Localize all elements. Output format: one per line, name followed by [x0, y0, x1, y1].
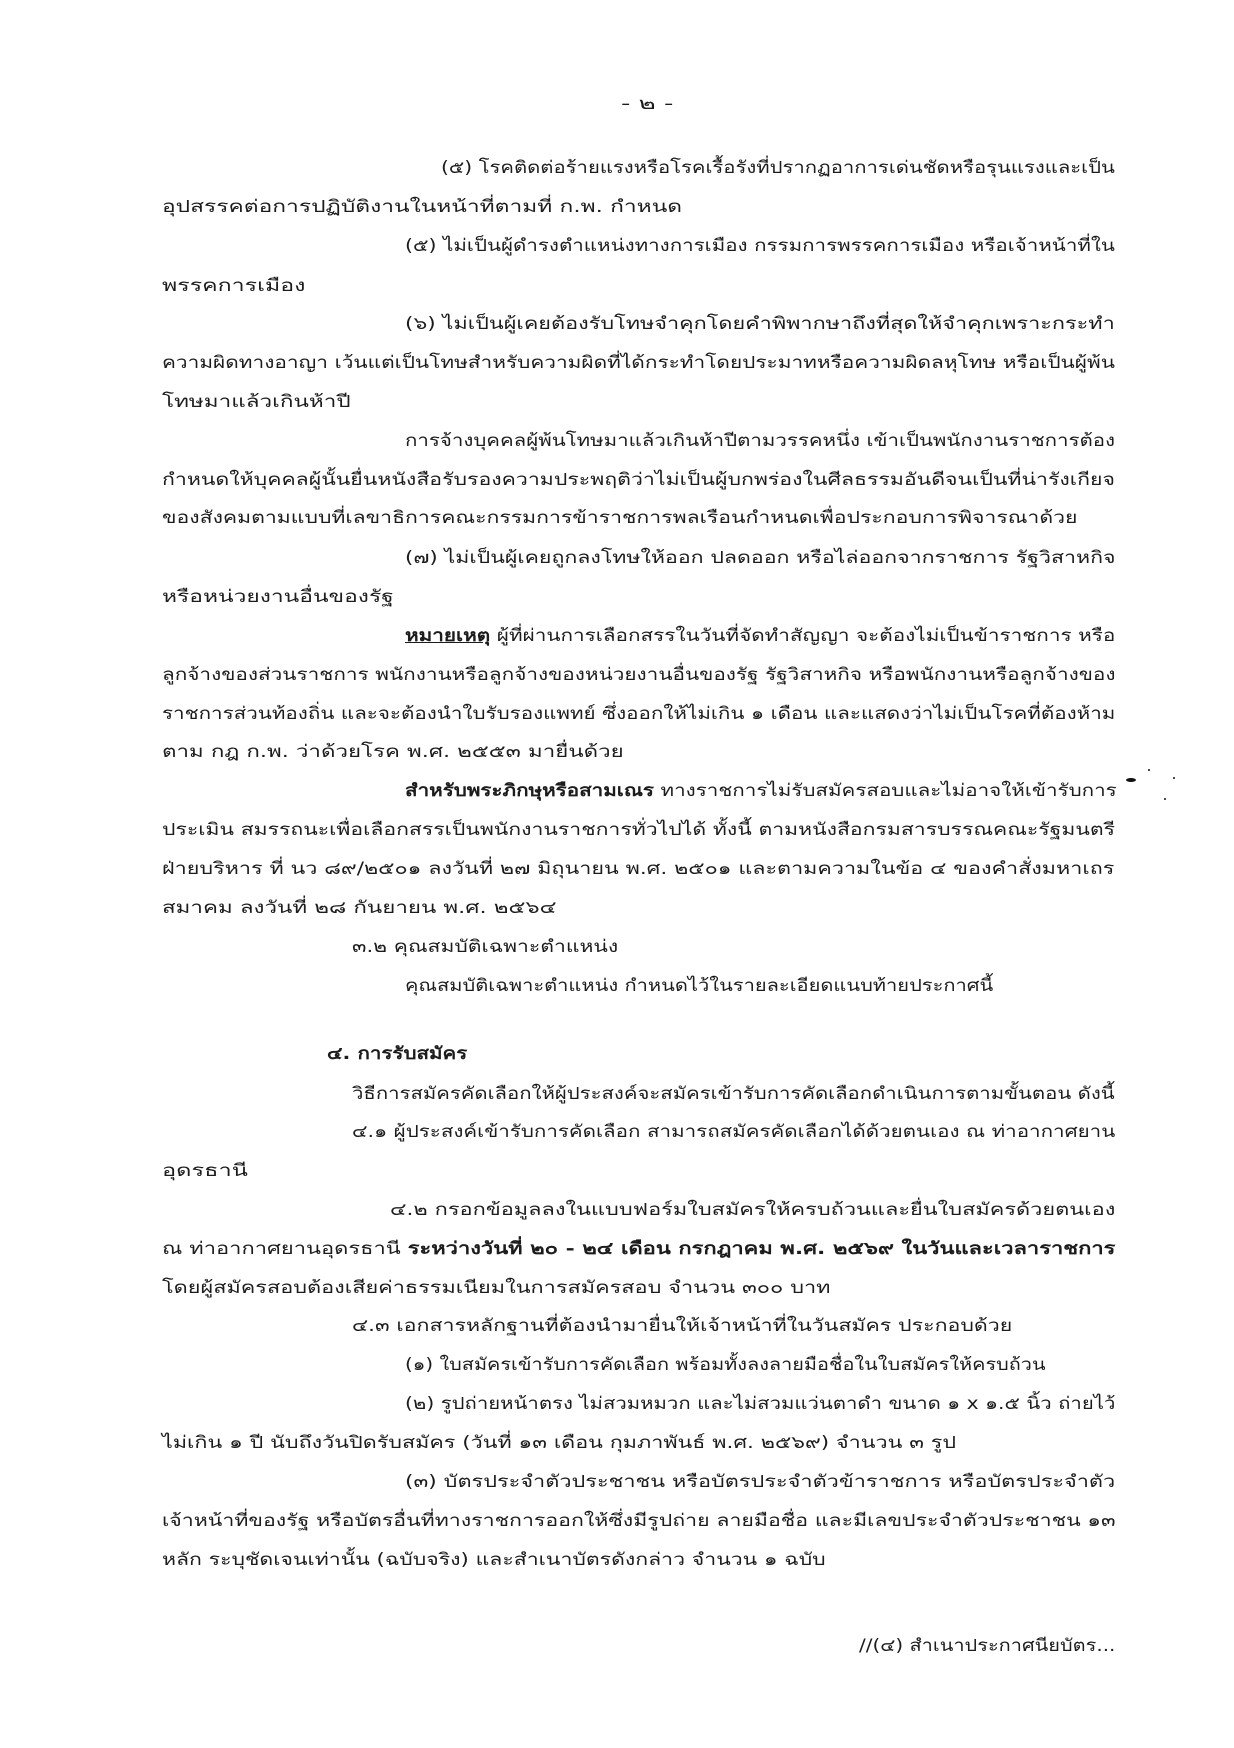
paragraph-line: โดยผู้สมัครสอบต้องเสียค่าธรรมเนียมในการสมัครสอบ จำนวน ๓๐๐ บาท [162, 1278, 831, 1298]
paragraph-line: กำหนดให้บุคคลผู้นั้นยื่นหนังสือรับรองความประพฤติว่าไม่เป็นผู้บกพร่องในศีลธรรมอันดีจนเป็นที่น่ารังเกียจ [162, 470, 1115, 490]
paragraph-line: อุปสรรคต่อการปฏิบัติงานในหน้าที่ตามที่ ก.พ. กำหนด [162, 197, 683, 217]
scan-speck [1126, 778, 1136, 782]
paragraph-line: (๑) ใบสมัครเข้ารับการคัดเลือก พร้อมทั้งลงลายมือชื่อในใบสมัครให้ครบถ้วน [405, 1355, 1046, 1375]
paragraph-line: (๕) โรคติดต่อร้ายแรงหรือโรคเรื้อรังที่ปรากฏอาการเด่นชัดหรือรุนแรงและเป็น [441, 158, 1115, 178]
paragraph-line: (๗) ไม่เป็นผู้เคยถูกลงโทษให้ออก ปลดออก หรือไล่ออกจากราชการ รัฐวิสาหกิจ [405, 548, 1116, 568]
paragraph-line: อุดรธานี [162, 1161, 248, 1181]
subsection-heading: ๓.๒ คุณสมบัติเฉพาะตำแหน่ง [352, 937, 619, 957]
paragraph-line: คุณสมบัติเฉพาะตำแหน่ง กำหนดไว้ในรายละเอียดแนบท้ายประกาศนี้ [405, 976, 994, 996]
paragraph-line: หรือหน่วยงานอื่นของรัฐ [162, 587, 394, 607]
page-number: - ๒ - [621, 94, 674, 114]
note-line [405, 624, 1115, 648]
continuation-note: //(๔) สำเนาประกาศนียบัตร... [859, 1636, 1116, 1656]
paragraph-line: เจ้าหน้าที่ของรัฐ หรือบัตรอื่นที่ทางราชการออกให้ซึ่งมีรูปถ่าย ลายมือชื่อ และมีเลขประจำตัวประชาชน ๑๓ [162, 1511, 1116, 1531]
paragraph-line: (๒) รูปถ่ายหน้าตรง ไม่สวมหมวก และไม่สวมแว่นตาดำ ขนาด ๑ x ๑.๕ นิ้ว ถ่ายไว้ [405, 1394, 1116, 1414]
scan-speck [1173, 777, 1175, 779]
paragraph-line: ราชการส่วนท้องถิ่น และจะต้องนำใบรับรองแพทย์ ซึ่งออกให้ไม่เกิน ๑ เดือน และแสดงว่าไม่เป็นโรคที่ต้องห้าม [162, 704, 1116, 724]
paragraph-line: ประเมิน สมรรถนะเพื่อเลือกสรรเป็นพนักงานราชการทั่วไปได้ ทั้งนี้ ตามหนังสือกรมสารบรรณคณะรัฐมนตรี [162, 820, 1115, 840]
paragraph-line: (๓) บัตรประจำตัวประชาชน หรือบัตรประจำตัวข้าราชการ หรือบัตรประจำตัว [405, 1472, 1116, 1492]
paragraph-line: ๔.๒ กรอกข้อมูลลงในแบบฟอร์มใบสมัครให้ครบถ้วนและยื่นใบสมัครด้วยตนเอง [390, 1200, 1116, 1220]
section-heading: ๔. การรับสมัคร [327, 1044, 468, 1064]
note-label: หมายเหตุ [405, 626, 491, 646]
registration-period: ระหว่างวันที่ ๒๐ - ๒๔ เดือน กรกฎาคม พ.ศ. ๒๕๖๙ ในวันและเวลาราชการ [407, 1239, 1116, 1259]
monk-note-label: สำหรับพระภิกษุหรือสามเณร [405, 781, 654, 801]
paragraph-line: การจ้างบุคคลผู้พ้นโทษมาแล้วเกินห้าปีตามวรรคหนึ่ง เข้าเป็นพนักงานราชการต้อง [405, 431, 1116, 451]
paragraph-line: ๔.๑ ผู้ประสงค์เข้ารับการคัดเลือก สามารถสมัครคัดเลือกได้ด้วยตนเอง ณ ท่าอากาศยาน [352, 1122, 1116, 1142]
paragraph-line: (๖) ไม่เป็นผู้เคยต้องรับโทษจำคุกโดยคำพิพากษาถึงที่สุดให้จำคุกเพราะกระทำ [405, 314, 1115, 334]
paragraph-line: หลัก ระบุชัดเจนเท่านั้น (ฉบับจริง) และสำเนาบัตรดังกล่าว จำนวน ๑ ฉบับ [162, 1550, 826, 1570]
monk-note-line [405, 779, 1117, 803]
paragraph-line: ลูกจ้างของส่วนราชการ พนักงานหรือลูกจ้างของหน่วยงานอื่นของรัฐ รัฐวิสาหกิจ หรือพนักงานหรือลูกจ้างของ [162, 665, 1116, 685]
paragraph-line: วิธีการสมัครคัดเลือกให้ผู้ประสงค์จะสมัครเข้ารับการคัดเลือกดำเนินการตามขั้นตอน ดังนี้ [352, 1084, 1115, 1104]
monk-note-text: ทางราชการไม่รับสมัครสอบและไม่อาจให้เข้ารับการ [653, 781, 1117, 801]
registration-location: ณ ท่าอากาศยานอุดรธานี [162, 1239, 408, 1259]
paragraph-line: ตาม กฎ ก.พ. ว่าด้วยโรค พ.ศ. ๒๕๕๓ มายื่นด้วย [162, 742, 624, 762]
paragraph-line: ของสังคมตามแบบที่เลขาธิการคณะกรรมการข้าราชการพลเรือนกำหนดเพื่อประกอบการพิจารณาด้วย [162, 508, 1078, 528]
paragraph-line: ฝ่ายบริหาร ที่ นว ๘๙/๒๕๐๑ ลงวันที่ ๒๗ มิถุนายน พ.ศ. ๒๕๐๑ และตามความในข้อ ๔ ของคำสั่งมหาเถร [162, 859, 1115, 879]
scan-speck [1164, 798, 1166, 800]
paragraph-line: พรรคการเมือง [162, 276, 306, 296]
paragraph-line: ๔.๓ เอกสารหลักฐานที่ต้องนำมายื่นให้เจ้าหน้าที่ในวันสมัคร ประกอบด้วย [352, 1316, 1013, 1336]
note-text: ผู้ที่ผ่านการเลือกสรรในวันที่จัดทำสัญญา จะต้องไม่เป็นข้าราชการ หรือ [490, 626, 1116, 646]
paragraph-line: โทษมาแล้วเกินห้าปี [162, 392, 351, 412]
paragraph-line: (๕) ไม่เป็นผู้ดำรงตำแหน่งทางการเมือง กรรมการพรรคการเมือง หรือเจ้าหน้าที่ใน [405, 236, 1115, 256]
paragraph-line: ความผิดทางอาญา เว้นแต่เป็นโทษสำหรับความผิดที่ได้กระทำโดยประมาทหรือความผิดลหุโทษ หรือเป็นผู้พ้น [162, 353, 1115, 373]
scan-speck [1148, 769, 1150, 771]
paragraph-line: สมาคม ลงวันที่ ๒๘ กันยายน พ.ศ. ๒๕๖๔ [162, 898, 557, 918]
registration-period-line [162, 1237, 1115, 1261]
paragraph-line: ไม่เกิน ๑ ปี นับถึงวันปิดรับสมัคร (วันที่ ๑๓ เดือน กุมภาพันธ์ พ.ศ. ๒๕๖๙) จำนวน ๓ รูป [162, 1433, 957, 1453]
